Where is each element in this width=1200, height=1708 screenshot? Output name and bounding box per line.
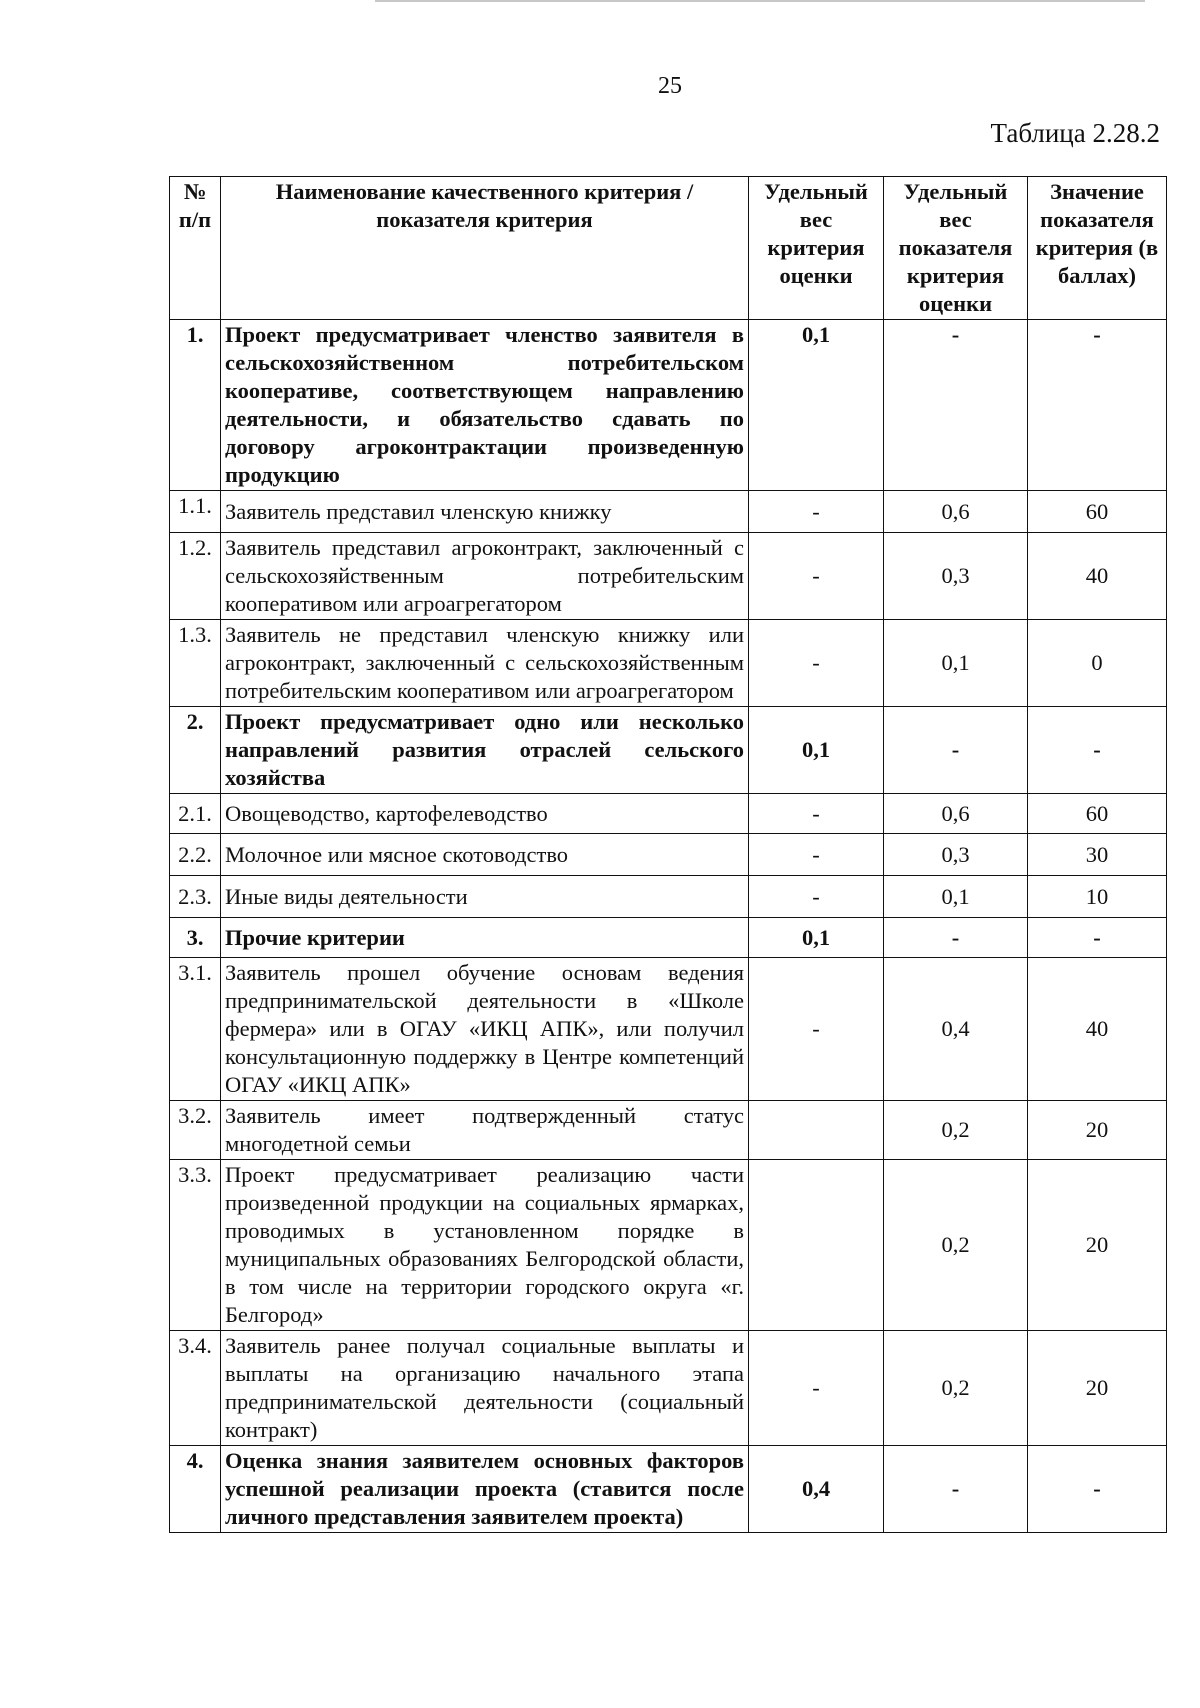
row-name: Прочие критерии (221, 918, 749, 958)
row-score: 40 (1028, 958, 1167, 1101)
row-name: Проект предусматривает реализацию части произведенной продукции на социальных ярмарках, проводимых в установленном порядке в муниципальных образованиях Белгородской области, в том числе на территории городского округа «г. Белгород» (221, 1160, 749, 1331)
row-num: 2.3. (170, 876, 221, 918)
row-name: Заявитель прошел обучение основам ведения предпринимательской деятельности в «Школе фермера» или в ОГАУ «ИКЦ АПК», или получил консультационную поддержку в Центре компетенций ОГАУ «ИКЦ АПК» (221, 958, 749, 1101)
row-name: Овощеводство, картофелеводство (221, 794, 749, 834)
row-weight-criterion (749, 1101, 884, 1160)
row-weight-indicator: - (884, 1446, 1028, 1533)
table-caption: Таблица 2.28.2 (990, 118, 1160, 148)
row-weight-indicator: 0,4 (884, 958, 1028, 1101)
row-score: 30 (1028, 834, 1167, 876)
row-num: 1. (170, 320, 221, 491)
row-weight-criterion: - (749, 533, 884, 620)
row-score: 20 (1028, 1160, 1167, 1331)
row-name: Заявитель представил членскую книжку (221, 491, 749, 533)
row-weight-indicator: 0,2 (884, 1331, 1028, 1446)
table-header-row (170, 177, 1167, 320)
row-score: 20 (1028, 1331, 1167, 1446)
table-row (170, 1101, 1167, 1160)
table-row (170, 1160, 1167, 1331)
row-weight-criterion: 0,1 (749, 918, 884, 958)
row-weight-criterion: - (749, 491, 884, 533)
row-name: Заявитель представил агроконтракт, заключенный с сельскохозяйственным потребительским кооперативом или агроагрегатором (221, 533, 749, 620)
header-weight-criterion: Удельный вес критерия оценки (749, 177, 884, 320)
row-weight-indicator: 0,1 (884, 876, 1028, 918)
row-num: 3.3. (170, 1160, 221, 1331)
header-weight-indicator: Удельный вес показателя критерия оценки (884, 177, 1028, 320)
row-num: 1.2. (170, 533, 221, 620)
row-weight-criterion: 0,1 (749, 320, 884, 491)
table-row (170, 958, 1167, 1101)
row-weight-criterion: - (749, 876, 884, 918)
table-row (170, 620, 1167, 707)
row-score: - (1028, 1446, 1167, 1533)
row-weight-indicator: 0,3 (884, 834, 1028, 876)
row-name: Проект предусматривает членство заявителя в сельскохозяйственном потребительском кооперативе, соответствующем направлению деятельности, и обязательство сдавать по договору агроконтрактации произведенную продукцию (221, 320, 749, 491)
row-weight-criterion: - (749, 794, 884, 834)
row-num: 3.4. (170, 1331, 221, 1446)
header-num: № п/п (170, 177, 221, 320)
table-row (170, 834, 1167, 876)
row-num: 3.1. (170, 958, 221, 1101)
table-row (170, 876, 1167, 918)
header-name: Наименование качественного критерия / показателя критерия (221, 177, 749, 320)
row-score: 20 (1028, 1101, 1167, 1160)
row-score: - (1028, 320, 1167, 491)
row-score: 60 (1028, 491, 1167, 533)
row-weight-indicator: 0,6 (884, 491, 1028, 533)
table-row (170, 1331, 1167, 1446)
row-num: 2.1. (170, 794, 221, 834)
row-name: Иные виды деятельности (221, 876, 749, 918)
row-name: Заявитель имеет подтвержденный статус многодетной семьи (221, 1101, 749, 1160)
row-weight-criterion: 0,4 (749, 1446, 884, 1533)
table-row (170, 491, 1167, 533)
row-score: 40 (1028, 533, 1167, 620)
row-name: Заявитель ранее получал социальные выплаты и выплаты на организацию начального этапа предпринимательской деятельности (социальный контракт) (221, 1331, 749, 1446)
row-num: 1.3. (170, 620, 221, 707)
row-weight-criterion (749, 1160, 884, 1331)
row-name: Проект предусматривает одно или несколько направлений развития отраслей сельского хозяйства (221, 707, 749, 794)
row-weight-indicator: - (884, 320, 1028, 491)
row-weight-criterion: - (749, 834, 884, 876)
table-row (170, 918, 1167, 958)
row-num: 1.1. (170, 491, 221, 533)
row-weight-indicator: 0,2 (884, 1160, 1028, 1331)
row-weight-indicator: 0,2 (884, 1101, 1028, 1160)
row-weight-indicator: - (884, 918, 1028, 958)
row-num: 3. (170, 918, 221, 958)
row-name: Молочное или мясное скотоводство (221, 834, 749, 876)
row-name: Заявитель не представил членскую книжку или агроконтракт, заключенный с сельскохозяйственным потребительским кооперативом или агроагрегатором (221, 620, 749, 707)
row-weight-indicator: 0,6 (884, 794, 1028, 834)
top-scan-rule (375, 0, 1145, 2)
table-row (170, 1446, 1167, 1533)
row-name: Оценка знания заявителем основных факторов успешной реализации проекта (ставится после личного представления заявителем проекта) (221, 1446, 749, 1533)
table-row (170, 320, 1167, 491)
row-weight-indicator: 0,3 (884, 533, 1028, 620)
page-number: 25 (658, 73, 682, 99)
row-weight-criterion: - (749, 958, 884, 1101)
table-row (170, 533, 1167, 620)
row-weight-indicator: 0,1 (884, 620, 1028, 707)
row-score: 10 (1028, 876, 1167, 918)
row-weight-indicator: - (884, 707, 1028, 794)
row-score: - (1028, 707, 1167, 794)
row-weight-criterion: 0,1 (749, 707, 884, 794)
row-score: 60 (1028, 794, 1167, 834)
row-weight-criterion: - (749, 1331, 884, 1446)
table-row (170, 794, 1167, 834)
row-score: - (1028, 918, 1167, 958)
row-weight-criterion: - (749, 620, 884, 707)
table-row (170, 707, 1167, 794)
row-score: 0 (1028, 620, 1167, 707)
row-num: 3.2. (170, 1101, 221, 1160)
row-num: 2. (170, 707, 221, 794)
row-num: 2.2. (170, 834, 221, 876)
criteria-table (169, 176, 1167, 1533)
header-score: Значение показателя критерия (в баллах) (1028, 177, 1167, 320)
row-num: 4. (170, 1446, 221, 1533)
